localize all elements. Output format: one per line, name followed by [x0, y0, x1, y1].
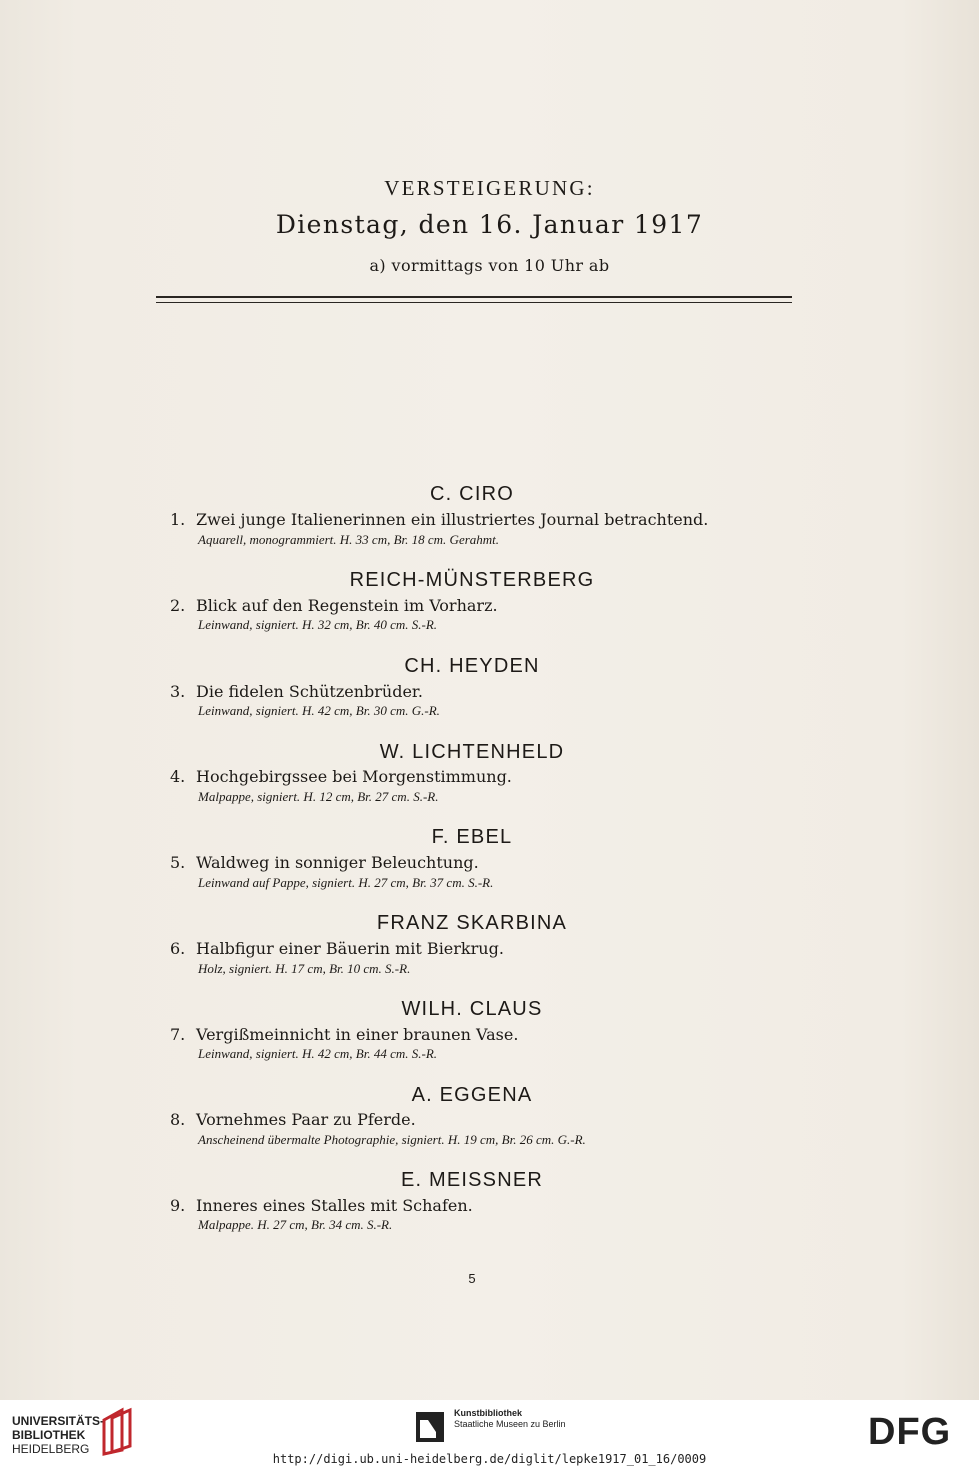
lot-details: Aquarell, monogrammiert. H. 33 cm, Br. 18 cm. Gerahmt.: [198, 532, 500, 547]
lot-number: 8.: [170, 1110, 186, 1129]
lot-title-text: Inneres eines Stalles mit Schafen.: [196, 1196, 473, 1215]
lot-details: Malpappe. H. 27 cm, Br. 34 cm. S.-R.: [198, 1217, 393, 1232]
viewer-footer: [0, 1400, 979, 1469]
lot-number: 4.: [170, 767, 186, 786]
kunstbibliothek-name: Kunstbibliothek: [454, 1408, 522, 1418]
lot-number: 1.: [170, 510, 186, 529]
lot-title-text: Waldweg in sonniger Beleuchtung.: [196, 853, 479, 872]
lot-title-text: Hochgebirgssee bei Morgenstimmung.: [196, 767, 512, 786]
double-rule-divider: [156, 296, 792, 303]
lot-number: 3.: [170, 682, 186, 701]
lot-title: [170, 596, 810, 615]
university-line: HEIDELBERG: [12, 1442, 90, 1456]
lot-title: [170, 767, 810, 786]
lot-number: 5.: [170, 853, 186, 872]
lot-details: Leinwand, signiert. H. 42 cm, Br. 30 cm. G.-R.: [198, 703, 440, 718]
artist-name: F. EBEL: [431, 826, 513, 848]
lot-title-text: Vornehmes Paar zu Pferde.: [196, 1110, 416, 1129]
artist-name: C. CIRO: [430, 483, 514, 505]
lot-details: Leinwand auf Pappe, signiert. H. 27 cm, Br. 37 cm. S.-R.: [198, 875, 494, 890]
lot-title-text: Zwei junge Italienerinnen ein illustriertes Journal betrachtend.: [196, 510, 709, 529]
artist-name: WILH. CLAUS: [401, 998, 543, 1020]
lot-details: Leinwand, signiert. H. 42 cm, Br. 44 cm. S.-R.: [198, 1046, 438, 1061]
university-line: BIBLIOTHEK: [12, 1428, 86, 1442]
university-library-logo-icon[interactable]: [100, 1406, 136, 1456]
lot-title: [170, 1025, 810, 1044]
lot-details: Holz, signiert. H. 17 cm, Br. 10 cm. S.-R.: [198, 961, 411, 976]
kunstbibliothek-logo-icon[interactable]: [416, 1412, 444, 1442]
permalink-url[interactable]: http://digi.ub.uni-heidelberg.de/diglit/lepke1917_01_16/0009: [272, 1452, 707, 1466]
lot-title: [170, 853, 810, 872]
lot-title-text: Vergißmeinnicht in einer braunen Vase.: [196, 1025, 519, 1044]
lot-title: [170, 682, 810, 701]
artist-name: A. EGGENA: [411, 1084, 533, 1106]
lot-number: 7.: [170, 1025, 186, 1044]
artist-name: E. MEISSNER: [400, 1169, 544, 1191]
lot-number: 2.: [170, 596, 186, 615]
artist-name: CH. HEYDEN: [404, 655, 540, 677]
artist-name: W. LICHTENHELD: [379, 741, 565, 763]
university-library-label[interactable]: [12, 1414, 104, 1456]
auction-date: Dienstag, den 16. Januar 1917: [275, 210, 704, 239]
lot-title: [170, 510, 810, 529]
lot-title: [170, 1110, 810, 1129]
lot-title-text: Die fidelen Schützenbrüder.: [196, 682, 423, 701]
staatliche-museen-name: Staatliche Museen zu Berlin: [454, 1419, 566, 1429]
auction-heading: VERSTEIGERUNG:: [384, 176, 595, 200]
page-number: 5: [468, 1271, 476, 1286]
lot-details: Malpappe, signiert. H. 12 cm, Br. 27 cm. S.-R.: [198, 789, 439, 804]
university-line: UNIVERSITÄTS-: [12, 1414, 105, 1428]
artist-name: FRANZ SKARBINA: [376, 912, 568, 934]
auction-time: a) vormittags von 10 Uhr ab: [369, 256, 610, 275]
lot-title-text: Blick auf den Regenstein im Vorharz.: [196, 596, 498, 615]
artist-name: REICH-MÜNSTERBERG: [349, 569, 595, 591]
kunstbibliothek-label[interactable]: [454, 1408, 566, 1430]
lot-number: 9.: [170, 1196, 186, 1215]
lot-number: 6.: [170, 939, 186, 958]
lot-title: [170, 939, 810, 958]
lot-details: Leinwand, signiert. H. 32 cm, Br. 40 cm. S.-R.: [198, 617, 438, 632]
lot-title: [170, 1196, 810, 1215]
dfg-logo[interactable]: DFG: [868, 1411, 952, 1453]
lot-details: Anscheinend übermalte Photographie, signiert. H. 19 cm, Br. 26 cm. G.-R.: [198, 1132, 586, 1147]
lot-title-text: Halbfigur einer Bäuerin mit Bierkrug.: [196, 939, 504, 958]
